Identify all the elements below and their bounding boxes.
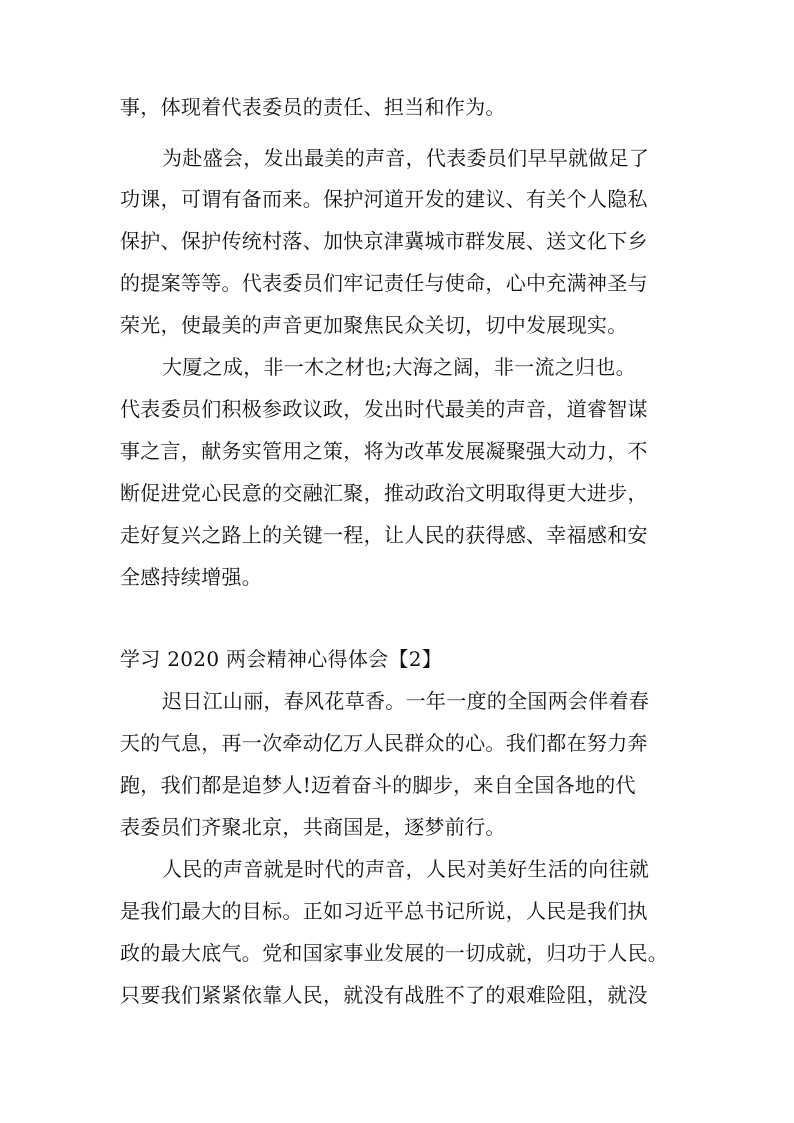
section-heading: 学习 2020 两会精神心得体会【2】: [120, 647, 443, 671]
body-line: 天的气息，再一次牵动亿万人民群众的心。我们都在努力奔: [120, 731, 648, 755]
body-line: 的提案等等。代表委员们牢记责任与使命，心中充满神圣与: [120, 271, 648, 295]
body-line: 事，体现着代表委员的责任、担当和作为。: [120, 95, 506, 119]
body-line: 保护、保护传统村落、加快京津冀城市群发展、送文化下乡: [120, 229, 648, 253]
body-line: 是我们最大的目标。正如习近平总书记所说，人民是我们执: [120, 899, 648, 923]
body-line: 代表委员们积极参政议政，发出时代最美的声音，道睿智谋: [120, 397, 648, 421]
body-line: 走好复兴之路上的关键一程，让人民的获得感、幸福感和安: [120, 523, 648, 547]
paragraph-first-line: 大厦之成，非一木之材也;大海之阔，非一流之归也。: [162, 355, 636, 379]
body-line: 断促进党心民意的交融汇聚，推动政治文明取得更大进步，: [120, 481, 648, 505]
body-line: 功课，可谓有备而来。保护河道开发的建议、有关个人隐私: [120, 187, 648, 211]
paragraph-first-line: 迟日江山丽，春风花草香。一年一度的全国两会伴着春: [162, 689, 650, 713]
body-line: 跑，我们都是追梦人!迈着奋斗的脚步，来自全国各地的代: [120, 773, 636, 797]
body-line: 全感持续增强。: [120, 565, 263, 589]
body-line: 只要我们紧紧依靠人民，就没有战胜不了的艰难险阻，就没: [120, 983, 648, 1007]
paragraph-first-line: 为赴盛会，发出最美的声音，代表委员们早早就做足了: [162, 146, 650, 170]
body-line: 政的最大底气。党和国家事业发展的一切成就，归功于人民。: [120, 941, 669, 965]
body-line: 表委员们齐聚北京，共商国是，逐梦前行。: [120, 815, 506, 839]
body-line: 荣光，使最美的声音更加聚焦民众关切，切中发展现实。: [120, 313, 628, 337]
paragraph-first-line: 人民的声音就是时代的声音，人民对美好生活的向往就: [162, 857, 650, 881]
body-line: 事之言，献务实管用之策，将为改革发展凝聚强大动力，不: [120, 439, 648, 463]
